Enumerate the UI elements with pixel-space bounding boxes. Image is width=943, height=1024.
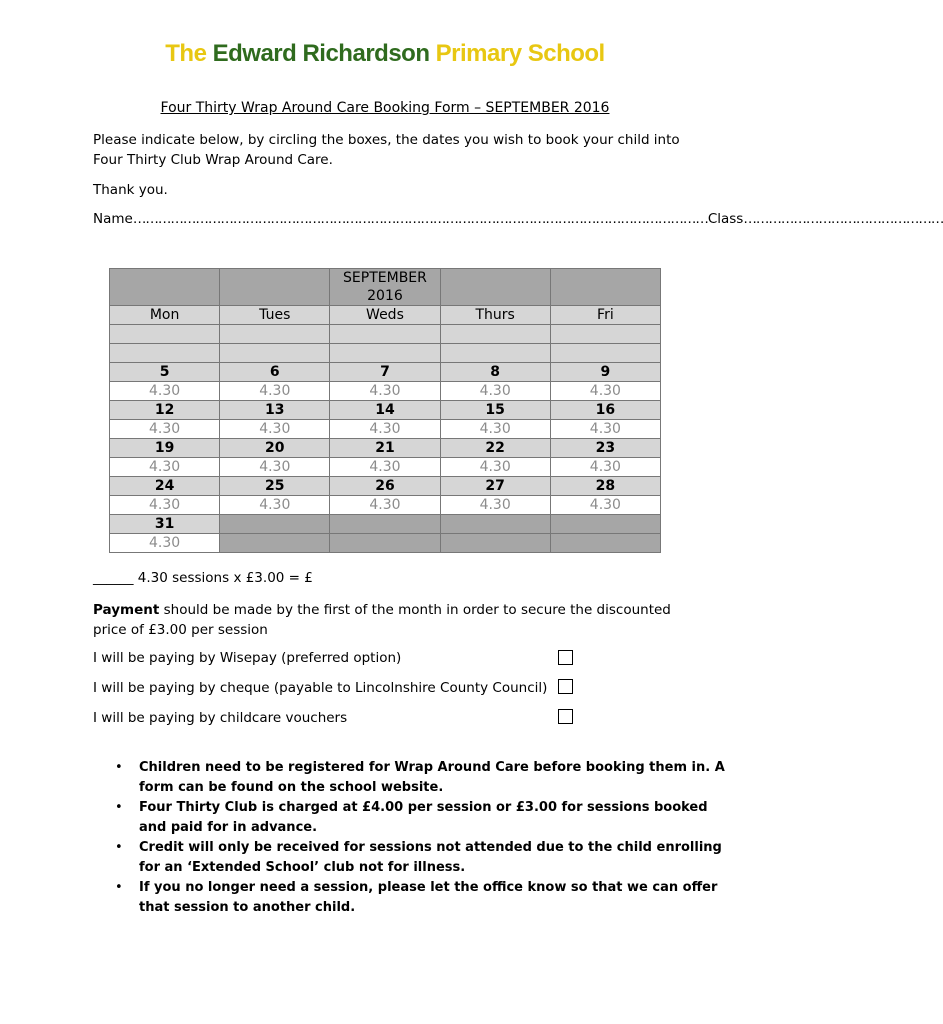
session-time-cell[interactable]: 4.30 [110,534,220,553]
date-cell: 6 [220,363,330,382]
session-time-cell[interactable]: 4.30 [550,496,660,515]
empty-cell [440,534,550,553]
school-name-part-2: Edward Richardson [212,40,430,67]
date-cell: 12 [110,401,220,420]
cheque-checkbox[interactable] [558,679,573,694]
note-text: Four Thirty Club is charged at £4.00 per session or £3.00 for sessions booked and paid for in advance. [139,800,708,835]
note-text: Children need to be registered for Wrap Around Care before booking them in. A form can be found on the school website. [139,760,725,795]
date-cell: 24 [110,477,220,496]
name-field-dots[interactable]: ………………………………………………………………………………………………………………………… [132,211,708,227]
date-cell: 5 [110,363,220,382]
date-cell: 19 [110,439,220,458]
empty-cell [550,534,660,553]
day-header-mon: Mon [110,306,220,325]
payment-option-cheque: I will be paying by cheque (payable to Lincolnshire County Council) [93,680,548,696]
session-time-cell[interactable]: 4.30 [440,458,550,477]
session-time-cell[interactable]: 4.30 [330,496,440,515]
empty-cell [550,515,660,534]
note-item [115,798,729,838]
class-field-dots[interactable]: ………………………………………… [743,211,943,227]
empty-cell [330,534,440,553]
note-item [115,878,729,918]
note-text: If you no longer need a session, please let the office know so that we can offer that session to another child. [139,880,718,915]
session-time-cell[interactable]: 4.30 [330,382,440,401]
date-cell: 16 [550,401,660,420]
thank-you-text: Thank you. [93,182,168,198]
bullet-icon: • [115,800,123,815]
payment-option-wisepay: I will be paying by Wisepay (preferred option) [93,650,402,666]
date-cell: 27 [440,477,550,496]
session-time-cell[interactable]: 4.30 [550,458,660,477]
name-class-line [93,211,943,227]
bullet-icon: • [115,880,123,895]
session-time-cell[interactable]: 4.30 [440,496,550,515]
empty-cell [220,515,330,534]
date-cell: 25 [220,477,330,496]
session-time-cell[interactable]: 4.30 [220,382,330,401]
vouchers-checkbox[interactable] [558,709,573,724]
name-label: Name [93,211,133,227]
payment-bold-word: Payment [93,602,160,618]
date-cell: 28 [550,477,660,496]
date-cell: 31 [110,515,220,534]
session-time-cell[interactable]: 4.30 [440,382,550,401]
date-cell: 20 [220,439,330,458]
session-time-cell[interactable]: 4.30 [220,496,330,515]
date-cell: 15 [440,401,550,420]
date-cell: 21 [330,439,440,458]
session-time-cell[interactable]: 4.30 [440,420,550,439]
session-time-cell[interactable]: 4.30 [110,496,220,515]
payment-option-vouchers: I will be paying by childcare vouchers [93,710,348,726]
class-label: Class [707,211,744,227]
calendar-table [109,268,661,553]
date-cell: 7 [330,363,440,382]
session-time-cell[interactable]: 4.30 [110,420,220,439]
day-header-fri: Fri [550,306,660,325]
session-time-cell[interactable]: 4.30 [220,458,330,477]
sessions-tally: ______ 4.30 sessions x £3.00 = £ [93,570,313,586]
wisepay-checkbox[interactable] [558,650,573,665]
calendar-month-title: SEPTEMBER 2016 [330,269,440,306]
day-header-thurs: Thurs [440,306,550,325]
empty-cell [220,534,330,553]
notes-list [93,758,729,918]
empty-cell [330,515,440,534]
date-cell: 22 [440,439,550,458]
instructions-text: Please indicate below, by circling the boxes, the dates you wish to book your child into Four Thirty Club Wrap Around Care. [93,132,680,168]
bullet-icon: • [115,840,123,855]
date-cell: 26 [330,477,440,496]
school-name-part-3: Primary School [435,40,605,67]
school-name-part-1: The [165,40,207,67]
payment-text: should be made by the first of the month in order to secure the discounted price of £3.00 per session [93,602,671,638]
date-cell: 14 [330,401,440,420]
payment-paragraph [93,600,683,640]
note-item [115,838,729,878]
session-time-cell[interactable]: 4.30 [330,420,440,439]
date-cell: 13 [220,401,330,420]
bullet-icon: • [115,760,123,775]
school-name-heading [0,40,770,68]
session-time-cell[interactable]: 4.30 [110,382,220,401]
session-time-cell[interactable]: 4.30 [110,458,220,477]
date-cell: 23 [550,439,660,458]
date-cell: 8 [440,363,550,382]
session-time-cell[interactable]: 4.30 [550,382,660,401]
note-text: Credit will only be received for sessions not attended due to the child enrolling for an ‘Extended School’ club not for illness. [139,840,722,875]
form-title: Four Thirty Wrap Around Care Booking Form – SEPTEMBER 2016 [160,100,610,116]
day-header-tues: Tues [220,306,330,325]
session-time-cell[interactable]: 4.30 [330,458,440,477]
session-time-cell[interactable]: 4.30 [220,420,330,439]
session-time-cell[interactable]: 4.30 [550,420,660,439]
day-header-weds: Weds [330,306,440,325]
note-item [115,758,729,798]
empty-cell [440,515,550,534]
date-cell: 9 [550,363,660,382]
